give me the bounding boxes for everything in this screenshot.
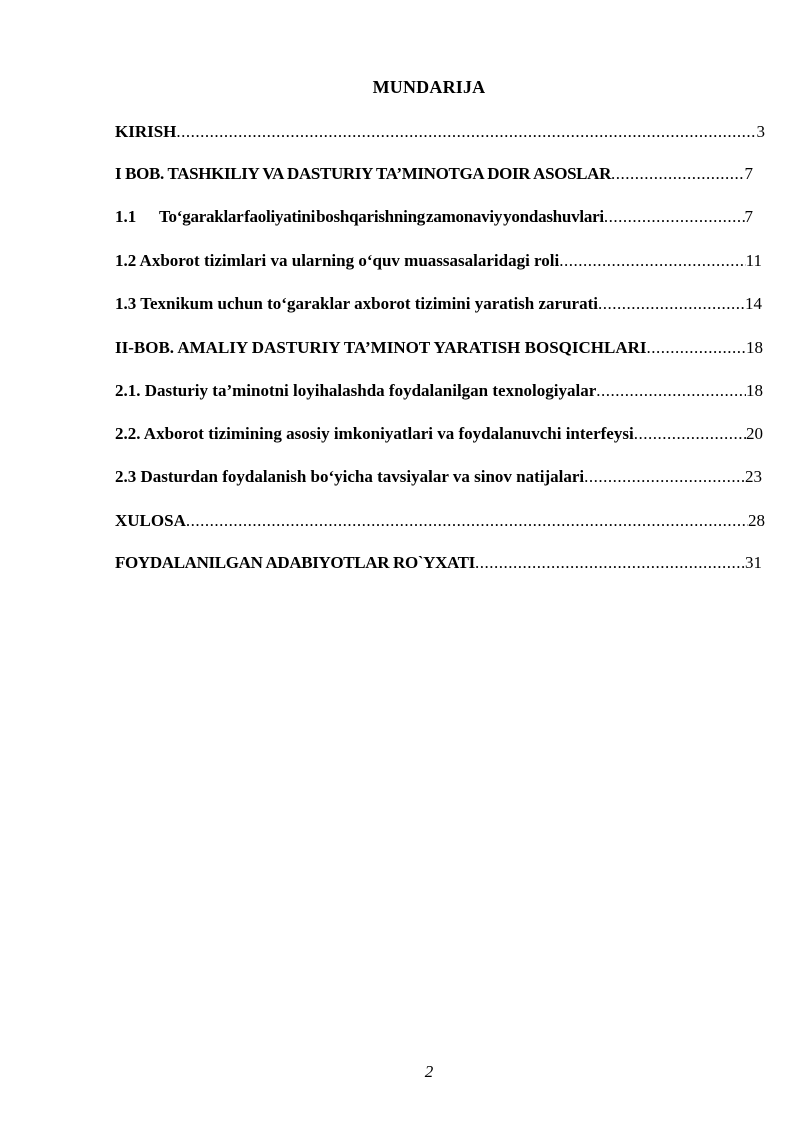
- toc-entry-page: 31: [745, 553, 762, 572]
- toc-entry-page: 20: [746, 424, 763, 443]
- toc-leader-dots: [176, 120, 756, 144]
- toc-entry-page: 3: [756, 122, 765, 141]
- toc-leader-dots: [611, 162, 744, 186]
- toc-entry-page: 23: [745, 467, 762, 486]
- toc-entry-1-2: [115, 249, 762, 273]
- toc-entry-page: 18: [746, 338, 763, 357]
- toc-entry-2-2: [115, 422, 763, 446]
- toc-entry-page: 7: [744, 207, 753, 226]
- toc-leader-dots: [604, 205, 745, 229]
- toc-entry-label: To‘garaklar faoliyatini boshqarishning zamonaviy yondashuvlari: [159, 207, 604, 226]
- toc-leader-dots: [598, 292, 745, 316]
- toc-entry-1-3: [115, 292, 762, 316]
- toc-leader-dots: [186, 509, 748, 533]
- toc-entry-label: 1.2 Axborot tizimlari va ularning o‘quv muassasalaridagi roli: [115, 251, 560, 270]
- toc-leader-dots: [475, 551, 745, 575]
- toc-leader-dots: [647, 336, 746, 360]
- toc-entry-page: 14: [745, 294, 762, 313]
- toc-entry-label: 2.2. Axborot tizimining asosiy imkoniyatlari va foydalanuvchi interfeysi: [115, 424, 634, 443]
- toc-entry-label: KIRISH: [115, 122, 177, 141]
- toc-entry-label: 1.3 Texnikum uchun to‘garaklar axborot tizimini yaratish zarurati: [115, 294, 598, 313]
- toc-leader-dots: [634, 422, 746, 446]
- toc-entry-kirish: [115, 120, 765, 144]
- toc-entry-label: FOYDALANILGAN ADABIYOTLAR RO`YXATI: [115, 553, 475, 572]
- toc-leader-dots: [559, 249, 745, 273]
- toc-entry-label: XULOSA: [115, 511, 186, 530]
- toc-leader-dots: [584, 465, 745, 489]
- toc-entry-references: [115, 551, 762, 575]
- toc-entry-prefix: 1.1: [115, 207, 137, 226]
- toc-entry-page: 11: [745, 251, 762, 270]
- toc-entry-label: 2.1. Dasturiy ta’minotni loyihalashda foydalanilgan texnologiyalar: [115, 381, 597, 400]
- toc-entry-page: 7: [744, 164, 753, 183]
- toc-entry-page: 18: [746, 381, 763, 400]
- toc-title: MUNDARIJA: [372, 77, 486, 97]
- toc-entry-label: 2.3 Dasturdan foydalanish bo‘yicha tavsiyalar va sinov natijalari: [115, 467, 585, 486]
- toc-leader-dots: [596, 379, 746, 403]
- toc-entry-2-1: [115, 379, 763, 403]
- toc-entry-label: I BOB. TASHKILIY VA DASTURIY TA’MINOTGA DOIR ASOSLAR: [115, 164, 612, 183]
- page-number: 2: [424, 1062, 434, 1081]
- toc-entry-xulosa: [115, 509, 765, 533]
- toc-entry-page: 28: [748, 511, 765, 530]
- toc-entry-chapter-1: [115, 162, 753, 186]
- toc-entry-chapter-2: [115, 336, 763, 360]
- toc-entry-1-1: [115, 205, 753, 229]
- toc-entry-label: II-BOB. AMALIY DASTURIY TA’MINOT YARATISH BOSQICHLARI: [115, 338, 647, 357]
- toc-entry-2-3: [115, 465, 762, 489]
